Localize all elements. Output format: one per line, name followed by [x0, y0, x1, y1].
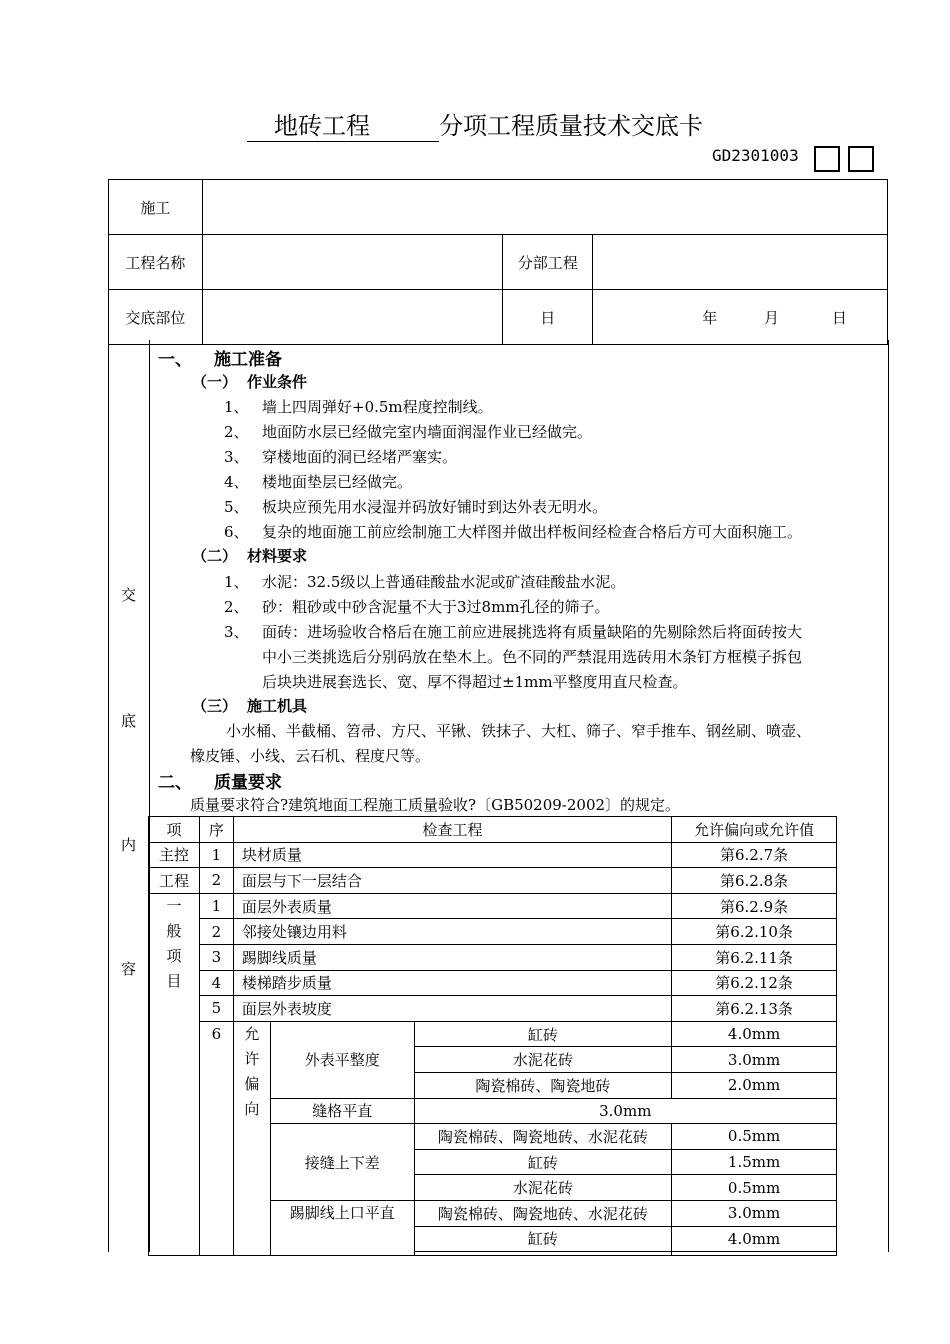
list-item-cont: 后块块进展套选长、宽、厚不得超过±1mm平整度用直尺检查。 — [262, 673, 688, 691]
table-row — [149, 970, 837, 996]
general-char: 目 — [166, 971, 182, 990]
row-name: 面层外表质量 — [233, 893, 671, 919]
empty-cell — [414, 1252, 672, 1256]
deviation-seq: 6 — [199, 1021, 233, 1255]
main-label-1: 主控 — [149, 842, 200, 868]
item-text: 复杂的地面施工前应绘制施工大样图并做出样板间经检查合格后方可大面积施工。 — [262, 523, 803, 541]
main-label-2: 工程 — [149, 868, 200, 894]
side-label — [109, 340, 150, 1252]
document-title — [0, 106, 950, 142]
row-tolerance: 第6.2.11条 — [672, 944, 837, 970]
deviation-value: 1.5mm — [672, 1149, 837, 1175]
sub2-heading — [192, 545, 307, 566]
item-text: 水泥：32.5级以上普通硅酸盐水泥或矿渣硅酸盐水泥。 — [262, 573, 626, 591]
deviation-char: 允 — [244, 1024, 260, 1043]
title-project: 地砖工程 — [247, 111, 397, 142]
project-name-field[interactable] — [202, 235, 503, 290]
list-item — [224, 521, 803, 542]
row-seq: 4 — [199, 970, 233, 996]
list-item — [224, 621, 803, 642]
row-name: 面层外表坡度 — [233, 996, 671, 1022]
deviation-value: 3.0mm — [672, 1047, 837, 1073]
material: 陶瓷棉砖、陶瓷地砖 — [414, 1072, 672, 1098]
deviation-value: 0.5mm — [672, 1124, 837, 1150]
deviation-char: 许 — [244, 1049, 260, 1068]
row-tolerance: 第6.2.8条 — [672, 868, 837, 894]
deviation-label — [233, 1021, 270, 1255]
joint-label: 接缝上下差 — [270, 1124, 414, 1201]
row-tolerance: 第6.2.10条 — [672, 919, 837, 945]
deviation-value: 3.0mm — [414, 1098, 836, 1124]
skirting-label: 踢脚线上口平直 — [270, 1200, 414, 1255]
general-label — [149, 893, 200, 1255]
material: 水泥花砖 — [414, 1047, 672, 1073]
table-row — [149, 893, 837, 919]
row-name: 邻接处镶边用料 — [233, 919, 671, 945]
general-char: 一 — [166, 896, 182, 915]
list-item — [224, 471, 413, 492]
material: 缸砖 — [414, 1226, 672, 1252]
day-label: 日 — [831, 308, 847, 327]
row-seq: 2 — [199, 868, 233, 894]
item-text: 砂：粗砂或中砂含泥量不大于3过8mm孔径的筛子。 — [262, 598, 610, 616]
table-row — [149, 842, 837, 868]
material: 陶瓷棉砖、陶瓷地砖、水泥花砖 — [414, 1124, 672, 1150]
row-seq: 2 — [199, 919, 233, 945]
header-table — [108, 179, 888, 345]
row-name: 楼梯踏步质量 — [233, 970, 671, 996]
item-num: 1、 — [224, 398, 249, 416]
deviation-value: 2.0mm — [672, 1072, 837, 1098]
row-seq: 1 — [199, 893, 233, 919]
item-num: 4、 — [224, 473, 249, 491]
table-row — [149, 996, 837, 1022]
section1-title: 施工准备 — [214, 350, 282, 370]
item-num: 2、 — [224, 598, 249, 616]
part-label: 交底部位 — [109, 290, 203, 345]
deviation-value: 4.0mm — [672, 1226, 837, 1252]
item-text: 墙上四周弹好+0.5m程度控制线。 — [262, 398, 493, 416]
year-label: 年 — [702, 308, 718, 327]
row-seq: 3 — [199, 944, 233, 970]
deviation-value: 3.0mm — [672, 1200, 837, 1226]
item-text: 地面防水层已经做完室内墙面润湿作业已经做完。 — [262, 423, 593, 441]
sub3-num: （三） — [192, 697, 238, 715]
item-text: 楼地面垫层已经做完。 — [262, 473, 413, 491]
row-name: 面层与下一层结合 — [233, 868, 671, 894]
item-text: 穿楼地面的洞已经堵严塞实。 — [262, 448, 458, 466]
row-seq: 5 — [199, 996, 233, 1022]
col-check: 检查工程 — [233, 817, 671, 843]
table-row — [149, 1021, 837, 1047]
side-char-2: 底 — [121, 712, 137, 730]
division-label: 分部工程 — [503, 235, 593, 290]
general-char: 项 — [166, 946, 182, 965]
month-label: 月 — [764, 308, 780, 327]
deviation-char: 偏 — [244, 1074, 260, 1093]
sub2-title: 材料要求 — [247, 547, 308, 565]
row-tolerance: 第6.2.12条 — [672, 970, 837, 996]
flatness-label: 外表平整度 — [270, 1021, 414, 1098]
row-tolerance: 第6.2.7条 — [672, 842, 837, 868]
list-item — [224, 396, 493, 417]
general-char: 般 — [166, 921, 182, 940]
tools-text: 小水桶、半截桶、笤帚、方尺、平锹、铁抹子、大杠、筛子、窄手推车、钢丝刷、喷壶、 — [226, 722, 812, 740]
sub2-num: （二） — [192, 547, 238, 565]
date-field[interactable] — [593, 290, 888, 345]
section2-heading — [158, 768, 282, 793]
quality-intro: 质量要求符合?建筑地面工程施工质量验收?〔GB50209-2002〕的规定。 — [190, 796, 681, 814]
item-num: 6、 — [224, 523, 249, 541]
sub1-heading — [192, 371, 307, 392]
item-num: 3、 — [224, 448, 249, 466]
col-item: 项 — [149, 817, 200, 843]
item-num: 5、 — [224, 498, 249, 516]
material: 水泥花砖 — [414, 1175, 672, 1201]
item-text: 面砖：进场验收合格后在施工前应进展挑选将有质量缺陷的先剔除然后将面砖按大 — [262, 623, 803, 641]
checkbox-2[interactable] — [848, 146, 874, 172]
material: 缸砖 — [414, 1149, 672, 1175]
row-name: 踢脚线质量 — [233, 944, 671, 970]
table-row — [149, 944, 837, 970]
part-field[interactable] — [202, 290, 503, 345]
empty-cell — [672, 1252, 837, 1256]
table-row — [149, 919, 837, 945]
item-text: 板块应预先用水浸湿并码放好铺时到达外表无明水。 — [262, 498, 608, 516]
col-tolerance: 允许偏向或允许值 — [672, 817, 837, 843]
list-item — [224, 571, 626, 592]
deviation-value: 4.0mm — [672, 1021, 837, 1047]
checkbox-1[interactable] — [814, 146, 840, 172]
deviation-char: 向 — [244, 1099, 260, 1118]
construction-label: 施工 — [109, 180, 203, 235]
document-code: GD2301003 — [712, 146, 799, 165]
material: 缸砖 — [414, 1021, 672, 1047]
construction-field[interactable] — [202, 180, 887, 235]
section1-heading — [158, 345, 282, 370]
section1-num: 一、 — [158, 350, 192, 370]
item-num: 2、 — [224, 423, 249, 441]
side-char-3: 内 — [121, 836, 137, 854]
side-char-4: 容 — [121, 960, 137, 978]
col-seq: 序 — [199, 817, 233, 843]
date-label: 日 — [503, 290, 593, 345]
section2-title: 质量要求 — [214, 773, 282, 793]
material: 陶瓷棉砖、陶瓷地砖、水泥花砖 — [414, 1200, 672, 1226]
title-blank — [397, 111, 439, 142]
table-header-row — [149, 817, 837, 843]
list-item — [224, 446, 458, 467]
side-char-1: 交 — [121, 586, 137, 604]
row-seq: 1 — [199, 842, 233, 868]
tools-text-cont: 橡皮锤、小线、云石机、程度尺等。 — [190, 747, 431, 765]
table-row — [149, 868, 837, 894]
list-item — [224, 496, 608, 517]
division-field[interactable] — [593, 235, 888, 290]
sub1-num: （一） — [192, 373, 238, 391]
list-item — [224, 596, 610, 617]
section2-num: 二、 — [158, 773, 192, 793]
row-tolerance: 第6.2.13条 — [672, 996, 837, 1022]
row-name: 块材质量 — [233, 842, 671, 868]
quality-table — [148, 816, 837, 1256]
list-item — [224, 421, 593, 442]
list-item-cont: 中小三类挑选后分别码放在垫木上。色不同的严禁混用选砖用木条钉方框模子拆包 — [262, 648, 803, 666]
deviation-value: 0.5mm — [672, 1175, 837, 1201]
gap-label: 缝格平直 — [270, 1098, 414, 1124]
item-num: 3、 — [224, 623, 249, 641]
title-suffix: 分项工程质量技术交底卡 — [439, 112, 703, 140]
row-tolerance: 第6.2.9条 — [672, 893, 837, 919]
project-name-label: 工程名称 — [109, 235, 203, 290]
sub1-title: 作业条件 — [247, 373, 308, 391]
sub3-title: 施工机具 — [247, 697, 308, 715]
sub3-heading — [192, 695, 307, 716]
item-num: 1、 — [224, 573, 249, 591]
